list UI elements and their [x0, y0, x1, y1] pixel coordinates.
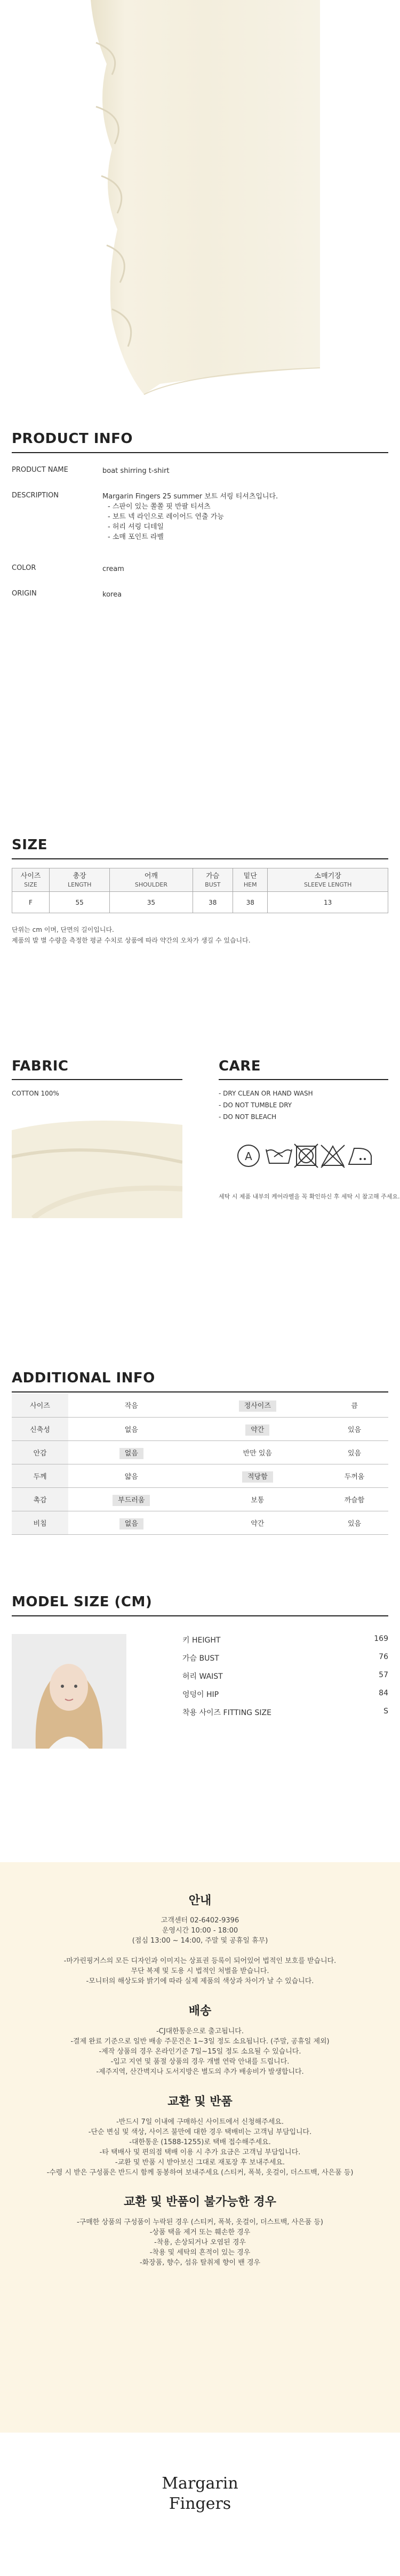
size-table — [12, 868, 388, 913]
additional-cell: 작음 — [68, 1394, 195, 1417]
additional-row — [12, 1417, 388, 1440]
model-value: S — [383, 1707, 388, 1716]
no-exchange-line: -착용 및 세탁의 흔적이 있는 경우 — [149, 2249, 251, 2257]
no-bleach-icon — [321, 1145, 345, 1168]
description-line: - 소매 포인트 라벨 — [108, 533, 164, 541]
guide-title: 안내 — [188, 1894, 212, 1907]
info-row-product-name — [12, 466, 388, 477]
additional-cell: 반만 있음 — [195, 1440, 321, 1464]
additional-cell: 두꺼움 — [321, 1464, 388, 1487]
guide-line: -마가린핑거스의 모든 디자인과 이미지는 상표권 등록이 되어있어 법적인 보호를 받습니다. — [63, 1957, 337, 1965]
model-label: 착용 사이즈 FITTING SIZE — [182, 1709, 271, 1717]
care-line: - DO NOT BLEACH — [219, 1113, 277, 1121]
exchange-line: -반드시 7일 이내에 구매하신 사이트에서 신청해주세요. — [116, 2118, 284, 2126]
additional-cell-selected: 적당함 — [195, 1464, 321, 1487]
exchange-line: -단순 변심 및 색상, 사이즈 불만에 대한 경우 택배비는 고객님 부담입니다. — [88, 2128, 312, 2136]
size-cell: 13 — [268, 892, 388, 913]
size-note: 제품의 발 별 수량을 측정한 평균 수치로 상품에 따라 약간의 오차가 생길 수 있습니다. — [12, 937, 251, 944]
info-value: korea — [102, 591, 122, 599]
model-label: 허리 WAIST — [182, 1672, 223, 1681]
divider — [219, 1079, 388, 1080]
care-line: - DRY CLEAN OR HAND WASH — [219, 1090, 313, 1097]
svg-text:A: A — [245, 1150, 252, 1163]
brand-logo-line: Margarin — [162, 2474, 238, 2493]
guide-line: 운영시간 10:00 - 18:00 — [162, 1927, 238, 1935]
delivery-line: -입고 지연 및 품절 상품의 경우 개별 연락 안내를 드립니다. — [110, 2058, 290, 2066]
product-detail-image — [80, 0, 320, 400]
info-key: DESCRIPTION — [12, 492, 59, 500]
additional-cell: 까슬함 — [321, 1487, 388, 1511]
additional-cell: 보통 — [195, 1487, 321, 1511]
size-header-cell: 총장 LENGTH — [50, 868, 110, 892]
model-value: 84 — [379, 1689, 388, 1697]
delivery-line: -결제 완료 기준으로 일반 배송 주문건은 1~3일 정도 소요됩니다. (주말, 공휴일 제외) — [70, 2038, 330, 2046]
size-header-cell: 밑단 HEM — [233, 868, 268, 892]
model-row-height — [182, 1635, 388, 1645]
size-cell: 55 — [50, 892, 110, 913]
dry-clean-icon — [238, 1145, 259, 1166]
model-row-fitting-size — [182, 1707, 388, 1718]
info-row-color — [12, 564, 388, 575]
additional-cell: 있음 — [321, 1417, 388, 1440]
fabric-swatch-image — [12, 1109, 182, 1218]
exchange-title: 교환 및 반품 — [167, 2095, 233, 2108]
info-row-origin — [12, 590, 388, 600]
care-title: CARE — [219, 1058, 261, 1074]
no-exchange-title: 교환 및 반품이 불가능한 경우 — [124, 2195, 276, 2209]
additional-cell-selected: 없음 — [68, 1440, 195, 1464]
model-row-waist — [182, 1671, 388, 1681]
additional-label: 촉감 — [12, 1487, 68, 1511]
info-value: cream — [102, 565, 124, 573]
exchange-line: -타 택배사 및 편의점 택배 이용 시 추가 요금은 고객님 부담입니다. — [99, 2148, 301, 2156]
no-exchange-line: -상품 택을 제거 또는 훼손한 경우 — [149, 2228, 251, 2236]
no-tumble-dry-icon — [294, 1144, 318, 1168]
delivery-line: -제주지역, 산간벽지나 도서지방은 별도의 추가 배송비가 발생합니다. — [96, 2068, 304, 2076]
delivery-line: -CJ대한통운으로 출고됩니다. — [156, 2027, 244, 2035]
model-size-title: MODEL SIZE (CM) — [12, 1594, 153, 1610]
additional-cell-selected: 약간 — [195, 1417, 321, 1440]
additional-cell: 있음 — [321, 1511, 388, 1534]
additional-row — [12, 1394, 388, 1417]
notice-section — [0, 1862, 400, 2433]
divider — [12, 452, 388, 453]
divider — [12, 858, 388, 859]
info-key: ORIGIN — [12, 590, 37, 598]
delivery-line: -제작 상품의 경우 온라인기준 7일~15일 정도 소요될 수 있습니다. — [99, 2048, 301, 2056]
brand-logo — [0, 2474, 400, 2514]
description-line: - 허리 셔링 디테일 — [108, 523, 164, 531]
no-exchange-line: -화장품, 향수, 섬유 탈취제 향이 밴 경우 — [139, 2259, 261, 2267]
description-line: - 스판이 있는 쫄쫄 핏 반팔 티셔츠 — [108, 503, 211, 511]
additional-cell-selected: 부드러움 — [68, 1487, 195, 1511]
no-exchange-line: -구매한 상품의 구성품이 누락된 경우 (스티커, 폭북, 옷걸이, 더스트백, 사은품 등) — [77, 2218, 323, 2226]
size-header-cell: 사이즈 SIZE — [12, 868, 50, 892]
additional-cell: 있음 — [321, 1440, 388, 1464]
model-label: 키 HEIGHT — [182, 1636, 221, 1645]
description-text: Margarin Fingers 25 summer 보트 셔링 티셔츠입니다. — [102, 493, 278, 501]
additional-row — [12, 1464, 388, 1487]
additional-label: 안감 — [12, 1440, 68, 1464]
info-value: boat shirring t-shirt — [102, 467, 170, 475]
fabric-title: FABRIC — [12, 1058, 69, 1074]
size-title: SIZE — [12, 837, 48, 853]
guide-line: (점심 13:00 ~ 14:00, 주말 및 공휴일 휴무) — [132, 1937, 268, 1945]
model-label: 가슴 BUST — [182, 1654, 219, 1663]
delivery-title: 배송 — [188, 2005, 212, 2018]
model-value: 76 — [379, 1653, 388, 1661]
additional-cell-selected: 정사이즈 — [195, 1394, 321, 1417]
guide-line: 고객센터 02-6402-9396 — [161, 1917, 239, 1925]
no-exchange-line: -착용, 손상되거나 오염된 경우 — [154, 2239, 246, 2247]
model-row-hip — [182, 1689, 388, 1700]
size-note: 단위는 cm 이며, 단면의 길이입니다. — [12, 926, 114, 933]
exchange-line: -교환 및 반품 시 받아보신 그대로 재포장 후 보내주세요. — [115, 2159, 285, 2167]
hand-wash-icon — [266, 1149, 292, 1163]
size-header-row — [12, 868, 388, 892]
additional-row — [12, 1511, 388, 1534]
divider — [12, 1079, 182, 1080]
size-value-row — [12, 892, 388, 913]
description-line: - 보트 넥 라인으로 레이어드 연출 가능 — [108, 513, 224, 521]
guide-line: 무단 복제 및 도용 시 법적인 처벌을 받습니다. — [131, 1967, 269, 1975]
size-header-cell: 소매기장 SLEEVE LENGTH — [268, 868, 388, 892]
additional-label: 신축성 — [12, 1417, 68, 1440]
additional-row — [12, 1487, 388, 1511]
exchange-line: -수령 시 받은 구성품은 반드시 함께 동봉하여 보내주세요 (스티커, 폭북, 옷걸이, 더스트백, 사은품 등) — [46, 2169, 354, 2177]
info-key: PRODUCT NAME — [12, 466, 68, 474]
model-row-bust — [182, 1653, 388, 1663]
additional-cell: 얇음 — [68, 1464, 195, 1487]
fabric-composition: COTTON 100% — [12, 1090, 59, 1097]
info-value — [102, 492, 380, 542]
model-value: 57 — [379, 1671, 388, 1679]
guide-line: -모니터의 해상도와 밝기에 따라 실제 제품의 색상과 차이가 날 수 있습니다. — [86, 1977, 314, 1985]
additional-label: 두께 — [12, 1464, 68, 1487]
exchange-line: -대한통운 (1588-1255)로 택배 접수해주세요. — [129, 2138, 271, 2146]
info-row-description — [12, 492, 388, 545]
model-label: 엉덩이 HIP — [182, 1690, 219, 1699]
additional-row — [12, 1440, 388, 1464]
additional-info-title: ADDITIONAL INFO — [12, 1370, 155, 1386]
size-cell: 38 — [233, 892, 268, 913]
care-note: 세탁 시 제품 내부의 케어라벨을 꼭 확인하신 후 세탁 시 참고해 주세요. — [219, 1193, 400, 1200]
brand-logo-line: Fingers — [169, 2494, 231, 2513]
additional-info-table — [12, 1394, 388, 1535]
iron-icon — [349, 1148, 371, 1164]
size-cell: 35 — [110, 892, 193, 913]
size-cell: 38 — [193, 892, 233, 913]
size-cell: F — [12, 892, 50, 913]
additional-cell: 약간 — [195, 1511, 321, 1534]
product-info-title: PRODUCT INFO — [12, 431, 133, 447]
additional-label: 사이즈 — [12, 1394, 68, 1417]
info-key: COLOR — [12, 564, 36, 572]
divider — [12, 1615, 388, 1616]
divider — [12, 1391, 388, 1392]
care-icons — [237, 1140, 375, 1177]
additional-cell: 없음 — [68, 1417, 195, 1440]
care-line: - DO NOT TUMBLE DRY — [219, 1101, 292, 1109]
model-value: 169 — [374, 1635, 388, 1643]
additional-cell: 큼 — [321, 1394, 388, 1417]
model-photo — [12, 1634, 126, 1749]
additional-cell-selected: 없음 — [68, 1511, 195, 1534]
size-header-cell: 가슴 BUST — [193, 868, 233, 892]
additional-label: 비침 — [12, 1511, 68, 1534]
size-header-cell: 어깨 SHOULDER — [110, 868, 193, 892]
